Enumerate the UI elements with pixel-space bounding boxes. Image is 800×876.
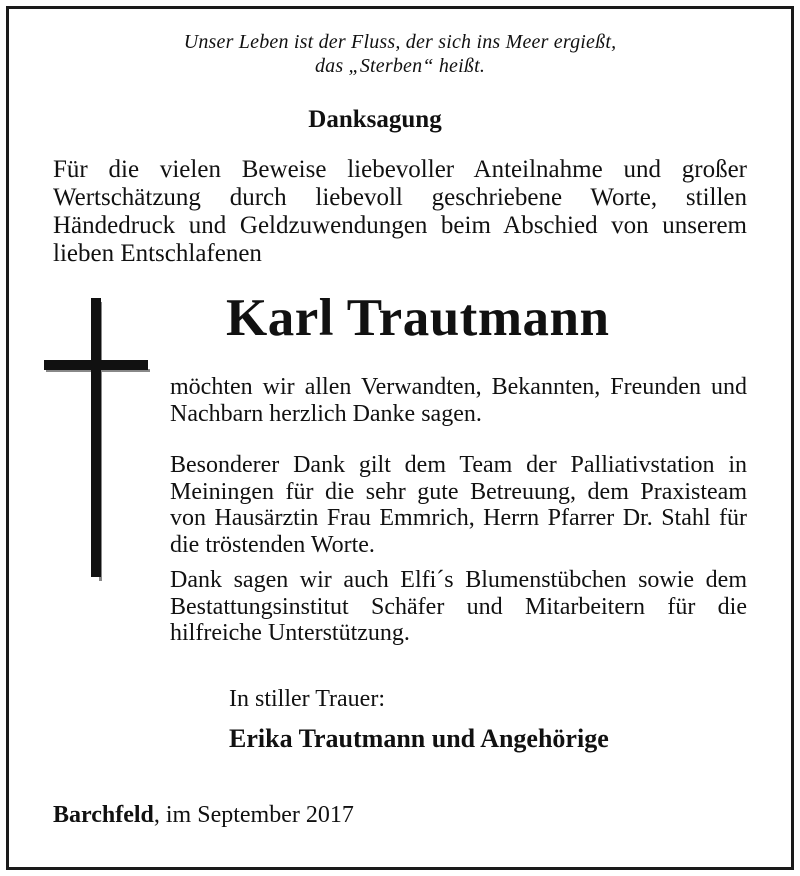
thanks-paragraph: möchten wir allen Verwandten, Bekannten, Freunden und Nachbarn herzlich Danke sagen.	[170, 374, 747, 427]
special-thanks-paragraph: Besonderer Dank gilt dem Team der Palliativstation in Meiningen für die sehr gute Betreuung, dem Praxisteam von Hausärztin Frau Emmrich, Herrn Pfarrer Dr. Stahl für die tröstenden Worte.	[170, 452, 747, 558]
intro-text: Für die vielen Beweise liebevoller Anteilnahme und großer Wertschätzung durch liebevoll geschriebene Worte, stillen Händedruck und Geldzuwendungen beim Abschied von unserem lieben Entschlafenen	[53, 156, 747, 267]
further-thanks-paragraph: Dank sagen wir auch Elfi´s Blumenstübchen sowie dem Bestattungsinstitut Schäfer und Mitarbeitern für die hilfreiche Unterstützung.	[170, 567, 747, 646]
motto-line-1: Unser Leben ist der Fluss, der sich ins Meer ergießt,	[183, 31, 617, 53]
deceased-name: Karl Trautmann	[226, 289, 610, 347]
motto-line-2: das „Sterben“ heißt.	[314, 55, 486, 77]
date-text: , im September 2017	[153, 802, 354, 828]
motto	[0, 30, 800, 78]
family-signature: Erika Trautmann und Angehörige	[229, 724, 609, 753]
heading: Danksagung	[308, 106, 442, 133]
latin-cross-icon	[42, 296, 152, 581]
mourning-line: In stiller Trauer:	[229, 686, 385, 712]
place-date	[53, 801, 354, 829]
place-name: Barchfeld	[53, 802, 154, 828]
